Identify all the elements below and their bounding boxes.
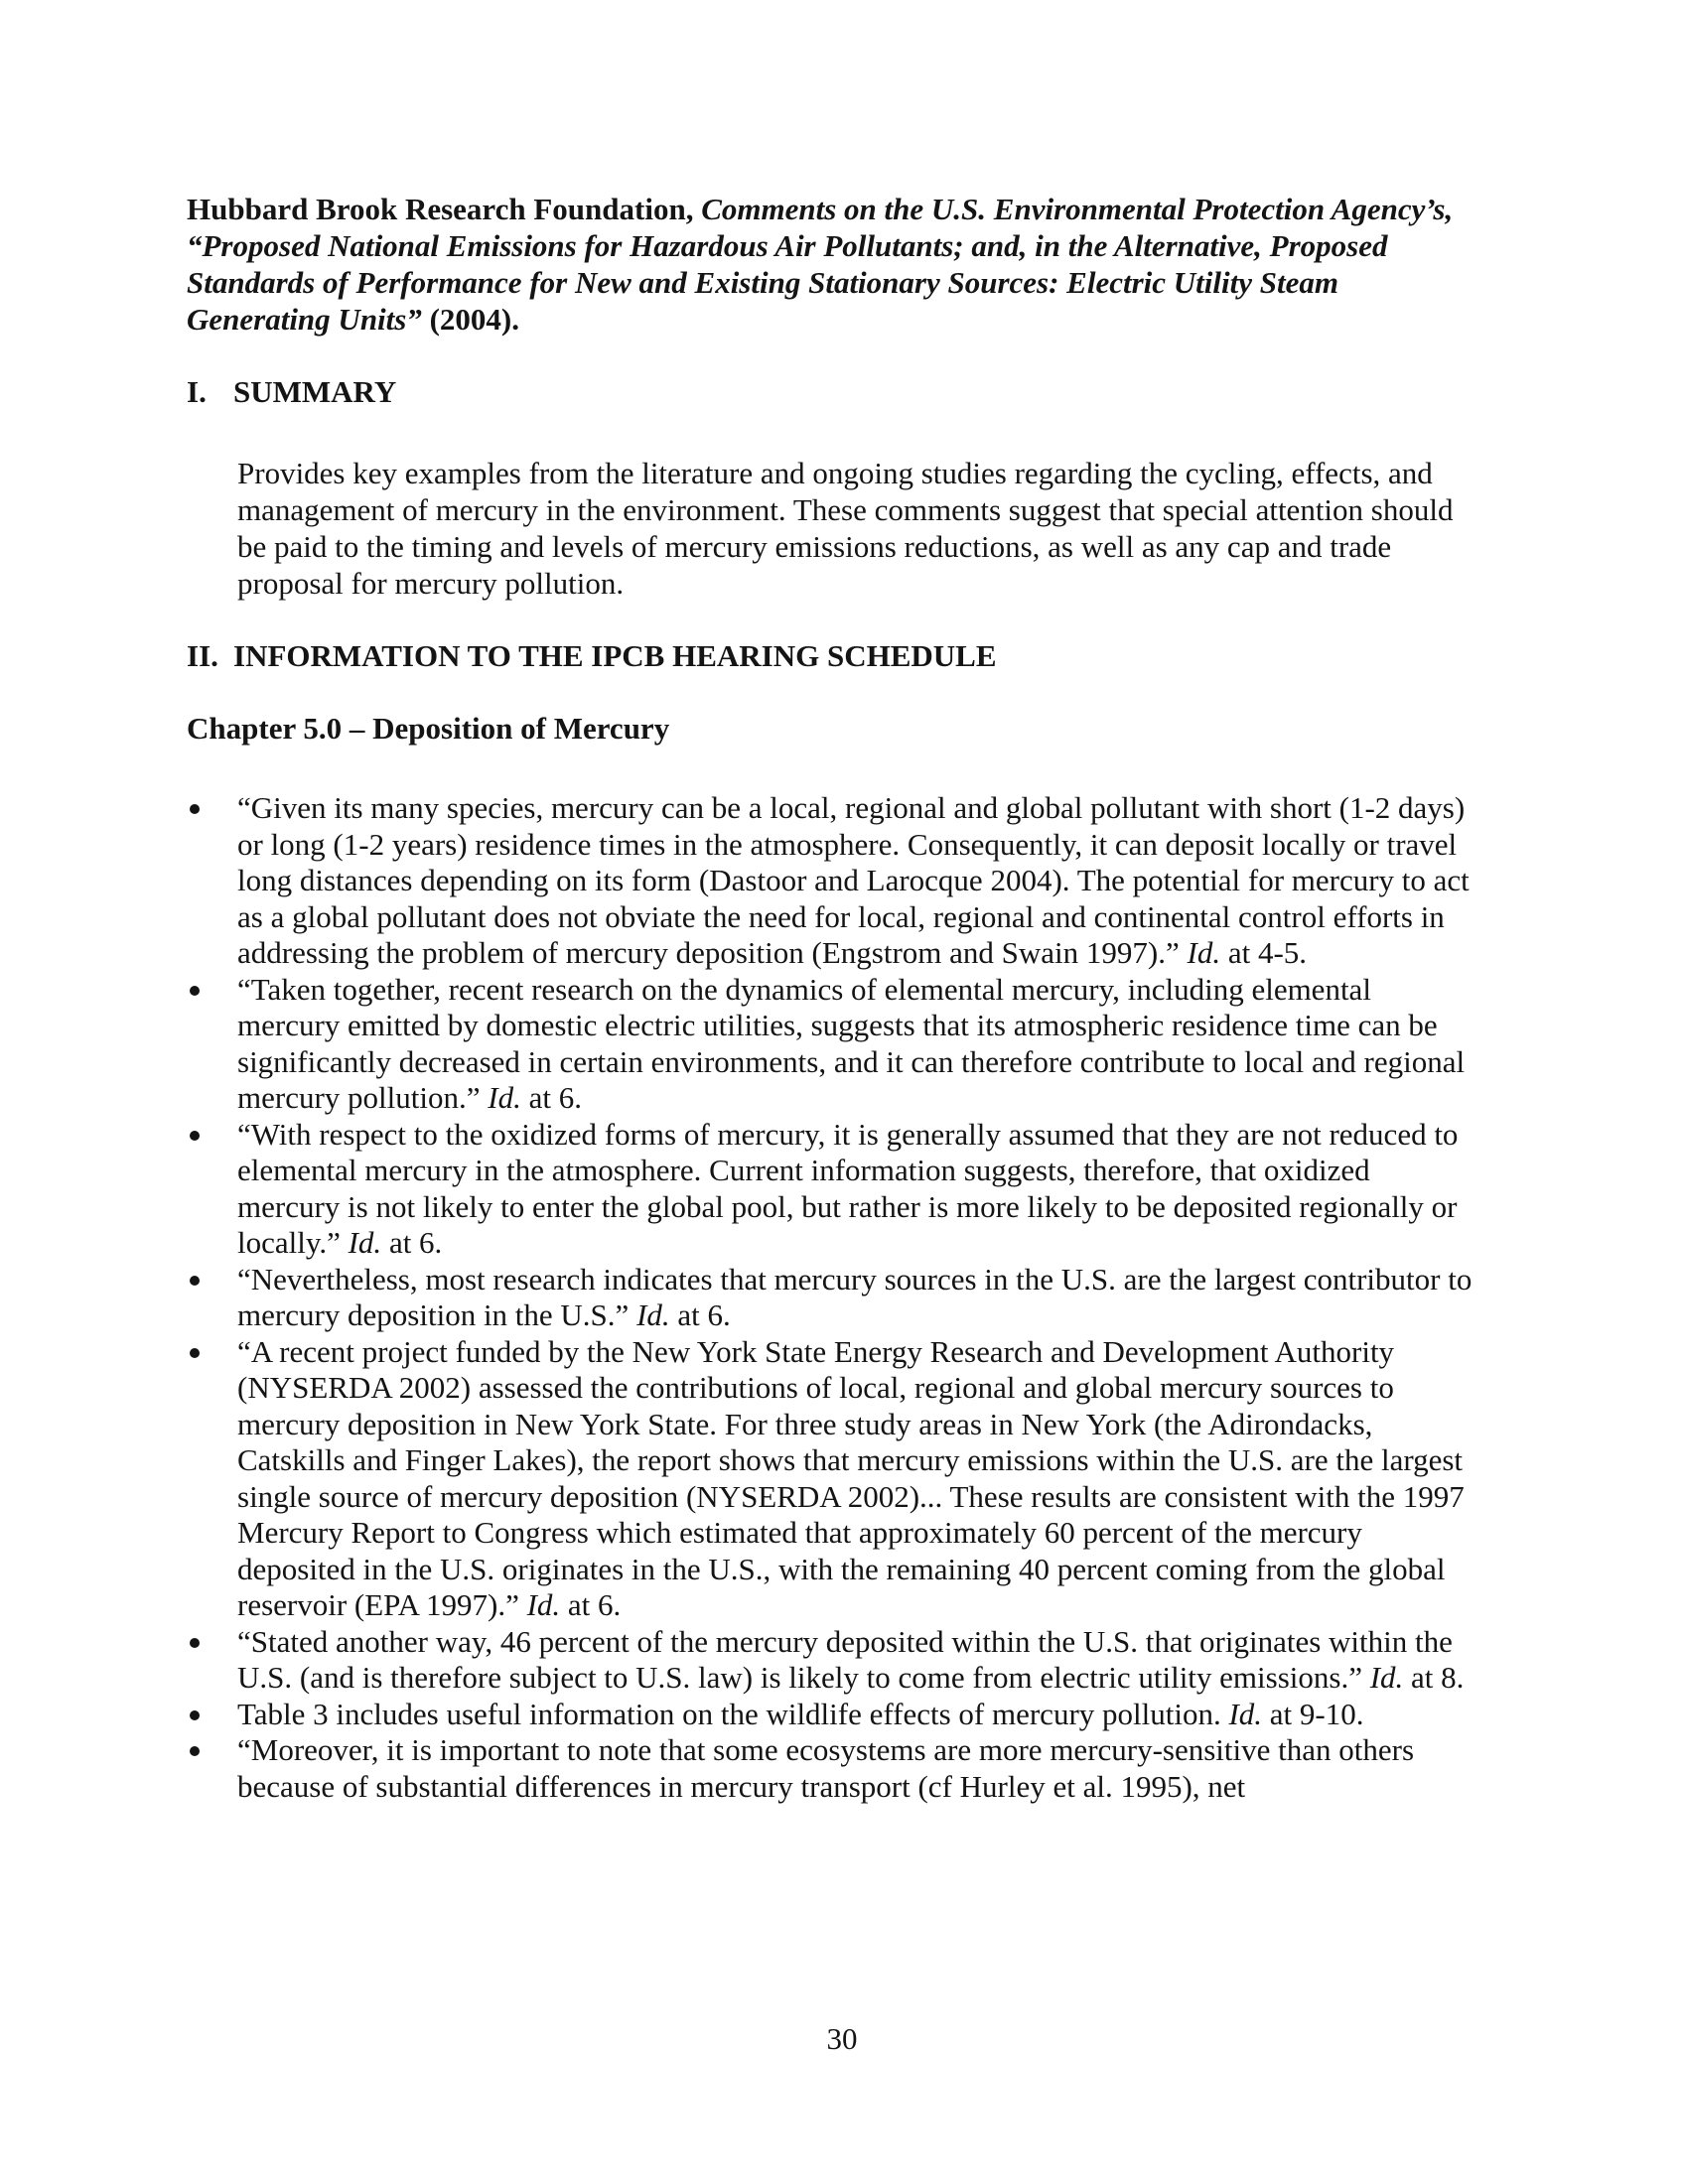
- bullet-page: at 6.: [567, 1587, 622, 1622]
- bullet-ref: Id.: [1369, 1660, 1404, 1695]
- chapter-heading: Chapter 5.0 – Deposition of Mercury: [187, 711, 670, 746]
- bullet-text: “Given its many species, mercury can be a local, regional and global pollutant with short (1-2 days) or long (1-2 years) residence times in the atmosphere. Consequently, it can deposit locally or travel long distances depending on its form (Dastoor and Larocque 2004). The potential for mercury to act as a global pollutant does not obviate the need for local, regional and continental control efforts in addressing the problem of mercury deposition (Engstrom and Swain 1997).”: [237, 790, 1470, 970]
- section-title: SUMMARY: [233, 374, 397, 409]
- bullet-text: Table 3 includes useful information on the wildlife effects of mercury pollution.: [237, 1696, 1221, 1731]
- bullet-icon: [190, 1348, 200, 1358]
- bullet-ref: Id.: [1228, 1696, 1263, 1731]
- list-item: [187, 790, 1477, 972]
- bullet-icon: [190, 1746, 200, 1756]
- bullet-text: “A recent project funded by the New York State Energy Research and Development Authority (NYSERDA 2002) assessed the contributions of local, regional and global mercury sources to mercury deposition in New York State. For three study areas in New York (the Adirondacks, Catskills and Finger Lakes), the report shows that mercury emissions within the U.S. are the largest single source of mercury deposition (NYSERDA 2002)... These results are consistent with the 1997 Mercury Report to Congress which estimated that approximately 60 percent of the mercury deposited in the U.S. originates in the U.S., with the remaining 40 percent coming from the global reservoir (EPA 1997).”: [237, 1333, 1465, 1622]
- bullet-page: at 4-5.: [1227, 935, 1308, 970]
- page-number: 30: [826, 2021, 858, 2056]
- list-item: [187, 1262, 1477, 1334]
- bullet-text: “Nevertheless, most research indicates that mercury sources in the U.S. are the largest contributor to mercury deposition in the U.S.”: [237, 1261, 1473, 1332]
- bullet-list: [187, 790, 1477, 1805]
- list-item: [187, 1732, 1477, 1805]
- list-item: [187, 1334, 1477, 1624]
- list-item: [187, 1624, 1477, 1697]
- list-item: [187, 1697, 1477, 1733]
- section-title: INFORMATION TO THE IPCB HEARING SCHEDULE: [233, 638, 997, 673]
- bullet-page: at 9-10.: [1269, 1696, 1364, 1731]
- bullet-ref: Id.: [636, 1297, 670, 1332]
- section-number: I.: [187, 374, 207, 409]
- summary-paragraph: Provides key examples from the literature and ongoing studies regarding the cycling, effects, and management of mercury in the environment. These comments suggest that special attention should be paid to the timing and levels of mercury emissions reductions, as well as any cap and trade proposal for mercury pollution.: [237, 456, 1454, 601]
- list-item: [187, 972, 1477, 1117]
- bullet-page: at 6.: [388, 1225, 443, 1260]
- bullet-icon: [190, 986, 200, 996]
- bullet-icon: [190, 804, 200, 814]
- list-item: [187, 1117, 1477, 1262]
- citation-title: Comments on the U.S. Environmental Protection Agency’s, “Proposed National Emissions for Hazardous Air Pollutants; and, in the Alternative, Proposed Standards of Performance for New and Existing Stationary Sources: Electric Utility Steam Generating Units”: [187, 192, 1454, 337]
- citation-block: [187, 191, 1468, 338]
- bullet-icon: [190, 1710, 200, 1720]
- citation-year: (2004).: [429, 302, 520, 337]
- section-heading-summary: [187, 373, 396, 410]
- citation-org: Hubbard Brook Research Foundation,: [187, 192, 694, 226]
- bullet-page: at 6.: [528, 1080, 582, 1115]
- bullet-icon: [190, 1131, 200, 1141]
- bullet-text: “With respect to the oxidized forms of mercury, it is generally assumed that they are not reduced to elemental mercury in the atmosphere. Current information suggests, therefore, that oxidized mercury is not likely to enter the global pool, but rather is more likely to be deposited regionally or locally.”: [237, 1116, 1459, 1260]
- bullet-ref: Id.: [348, 1225, 382, 1260]
- bullet-icon: [190, 1638, 200, 1648]
- bullet-text: “Taken together, recent research on the dynamics of elemental mercury, including elemental mercury emitted by domestic electric utilities, suggests that its atmospheric residence time can be significantly decreased in certain environments, and it can therefore contribute to local and regional mercury pollution.”: [237, 971, 1466, 1115]
- bullet-text: “Stated another way, 46 percent of the mercury deposited within the U.S. that originates within the U.S. (and is therefore subject to U.S. law) is likely to come from electric utility emissions.”: [237, 1623, 1453, 1695]
- bullet-ref: Id.: [488, 1080, 521, 1115]
- bullet-text: “Moreover, it is important to note that some ecosystems are more mercury-sensitive than others because of substantial differences in mercury transport (cf Hurley et al. 1995), net: [237, 1732, 1415, 1804]
- bullet-page: at 8.: [1411, 1660, 1465, 1695]
- bullet-page: at 6.: [677, 1297, 731, 1332]
- section-number: II.: [187, 638, 218, 673]
- bullet-ref: Id.: [526, 1587, 561, 1622]
- section-heading-info: [187, 637, 997, 674]
- bullet-ref: Id.: [1187, 935, 1221, 970]
- bullet-icon: [190, 1276, 200, 1286]
